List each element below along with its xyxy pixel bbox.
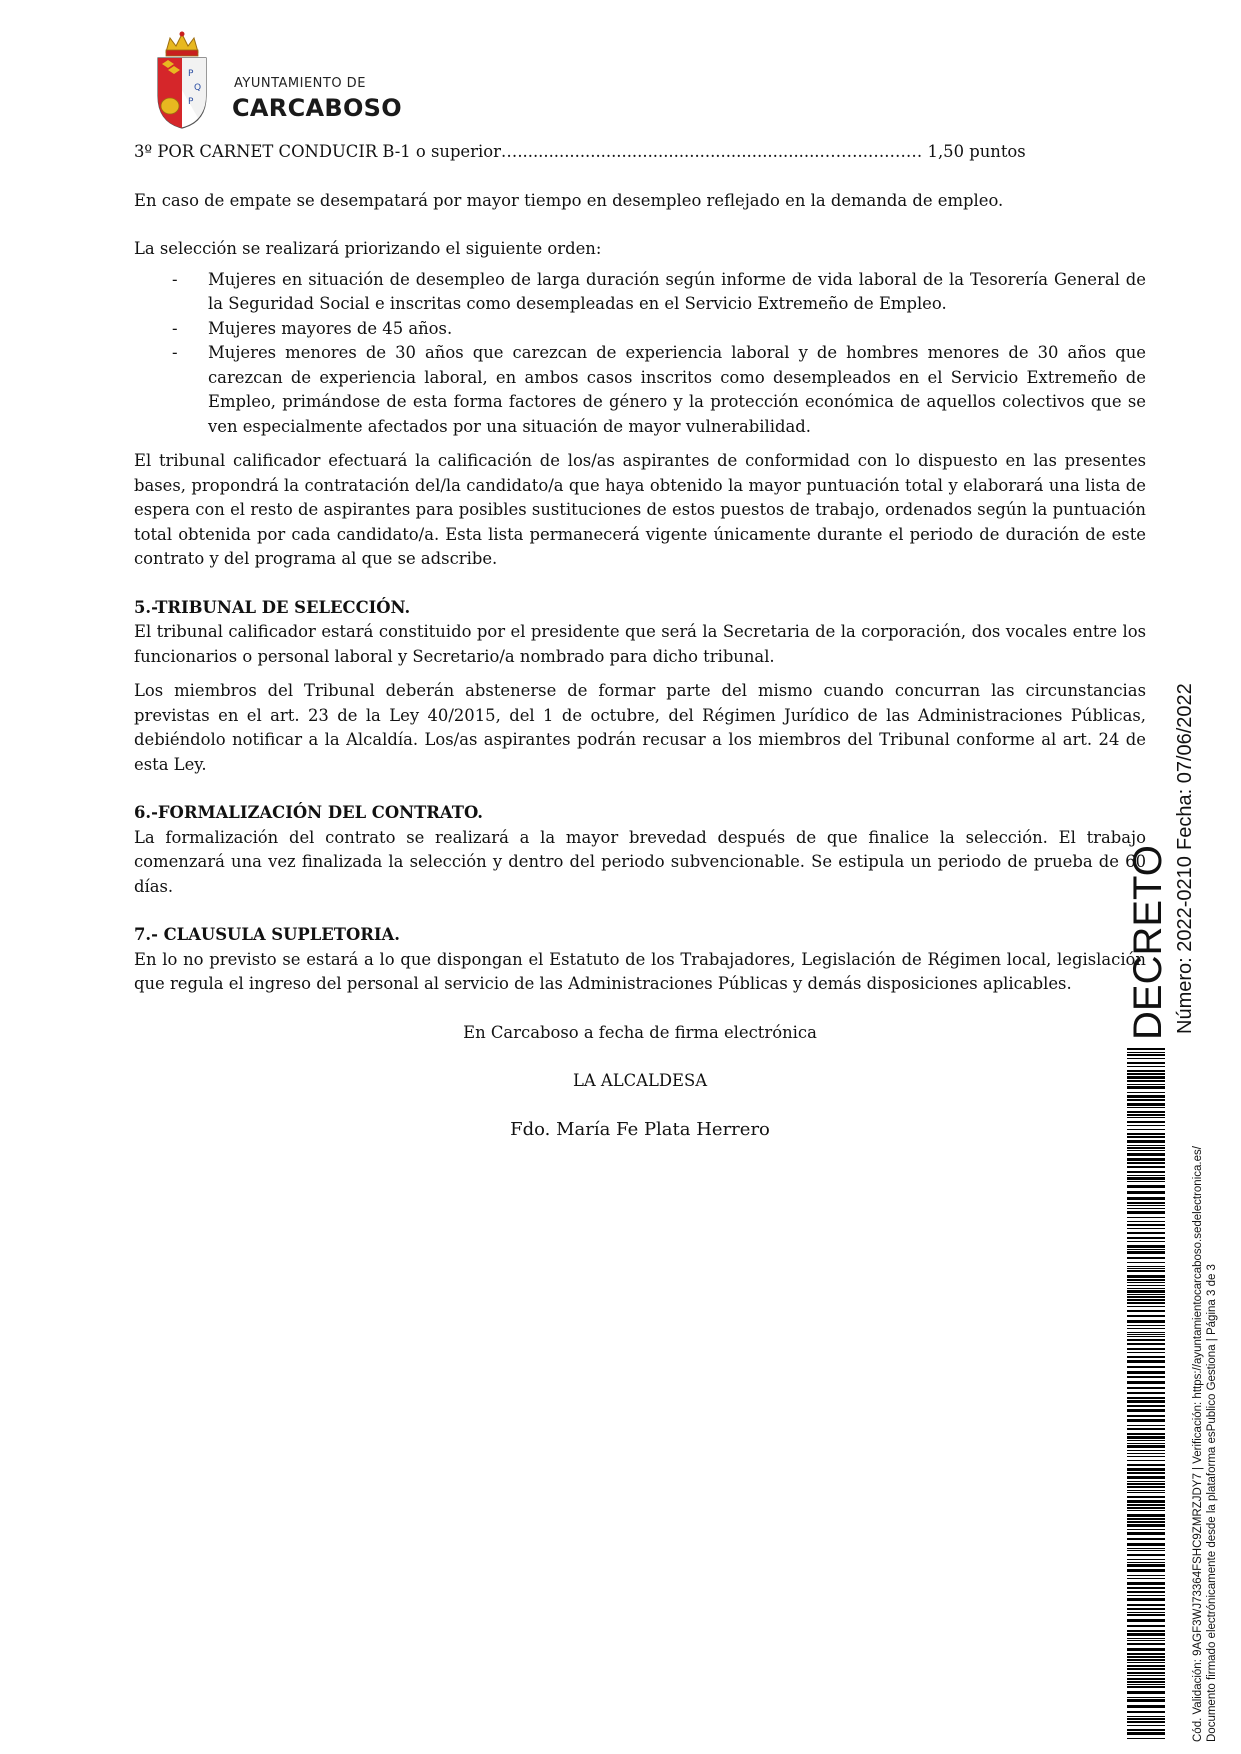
platform-note: Documento firmado electrónicamente desde la plataforma esPublico Gestiona | Página 3 de 3: [1206, 1264, 1218, 1742]
decree-date: Fecha: 07/06/2022: [1174, 683, 1196, 850]
priority-intro: La selección se realizará priorizando el siguiente orden:: [134, 239, 602, 258]
barcode: [1127, 1048, 1165, 1744]
list-item: - Mujeres mayores de 45 años.: [172, 318, 453, 338]
decree-label: DECRETO: [1126, 845, 1170, 1040]
list-item: - Mujeres en situación de desempleo de larga duración según informe de vida laboral de la Tesorería General de la Seguridad Social e inscritas como desempleadas en el Servicio Extremeño de Empleo.: [172, 269, 1146, 313]
signature-role: LA ALCALDESA: [572, 1071, 708, 1090]
list-item: - Mujeres menores de 30 años que carezcan de experiencia laboral y de hombres menores de 30 años que carezcan de experiencia laboral, en ambos casos inscritos como desempleados en el Servicio Extremeño de Empleo, primándose de esta forma factores de género y la protección económica de aquellos colectivos que se ven especialmente afectados por una situación de mayor vulnerabilidad.: [172, 343, 1146, 436]
org-name-line2: CARCABOSO: [232, 94, 402, 122]
tie-break-paragraph: En caso de empate se desempatará por mayor tiempo en desempleo reflejado en la demanda de empleo.: [134, 190, 1004, 210]
signature-place-date: En Carcaboso a fecha de firma electrónica: [463, 1022, 817, 1042]
section-6-title: 6.-FORMALIZACIÓN DEL CONTRATO.: [134, 803, 483, 822]
section-5-title: 5.-TRIBUNAL DE SELECCIÓN.: [134, 597, 411, 617]
score-leader-dots: …...........................................................……..….……: [500, 142, 923, 161]
section-7-paragraph: En lo no previsto se estará a lo que dispongan el Estatuto de los Trabajadores, Legislación de Régimen local, legislación que regula el ingreso del personal al servicio de las Administraciones Públicas y demás disposiciones aplicables.: [134, 949, 1146, 993]
priority-list: [134, 268, 1146, 440]
score-line: [134, 140, 1146, 165]
signature-signer: Fdo. María Fe Plata Herrero: [510, 1118, 770, 1140]
score-value: 1,50 puntos: [927, 142, 1026, 161]
validation-code: Cód. Validación: 9AGF3WJ73364FSHC9ZMRZJDY7 | Verificación: https://ayuntamientocarcaboso.sedelectronica.es/: [1192, 1146, 1204, 1742]
decree-number: Número: 2022-0210: [1174, 856, 1196, 1034]
document-body: [134, 140, 1146, 1142]
section-5-paragraph-2: Los miembros del Tribunal deberán abstenerse de formar parte del mismo cuando concurran las circunstancias previstas en el art. 23 de la Ley 40/2015, del 1 de octubre, del Régimen Jurídico de las Administraciones Públicas, debiéndolo notificar a la Alcaldía. Los/as aspirantes podrán recusar a los miembros del Tribunal conforme al art. 24 de esta Ley.: [134, 681, 1146, 774]
score-label: 3º POR CARNET CONDUCIR B-1 o superior: [134, 142, 501, 161]
section-7-title: 7.- CLAUSULA SUPLETORIA.: [134, 925, 400, 944]
svg-text:P: P: [188, 97, 194, 107]
tribunal-paragraph: El tribunal calificador efectuará la calificación de los/as aspirantes de conformidad con lo dispuesto en las presentes bases, propondrá la contratación del/la candidato/a que haya obtenido la mayor puntuación total y elaborará una lista de espera con el resto de aspirantes para posibles sustituciones de estos puestos de trabajo, ordenados según la puntuación total obtenida por cada candidato/a. Esta lista permanecerá vigente únicamente durante el periodo de duración de este contrato y del programa al que se adscribe.: [134, 451, 1146, 568]
section-6-paragraph: La formalización del contrato se realizará a la mayor brevedad después de que finalice la selección. El trabajo comenzará una vez finalizada la selección y dentro del periodo subvencionable. Se estipula un periodo de prueba de 60 días.: [134, 827, 1146, 896]
section-5-paragraph-1: El tribunal calificador estará constituido por el presidente que será la Secretaria de la corporación, dos vocales entre los funcionarios o personal laboral y Secretario/a nombrado para dicho tribunal.: [134, 622, 1146, 666]
svg-text:P: P: [188, 69, 194, 79]
svg-text:Q: Q: [194, 83, 202, 93]
org-name-line1: AYUNTAMIENTO DE: [234, 76, 366, 91]
